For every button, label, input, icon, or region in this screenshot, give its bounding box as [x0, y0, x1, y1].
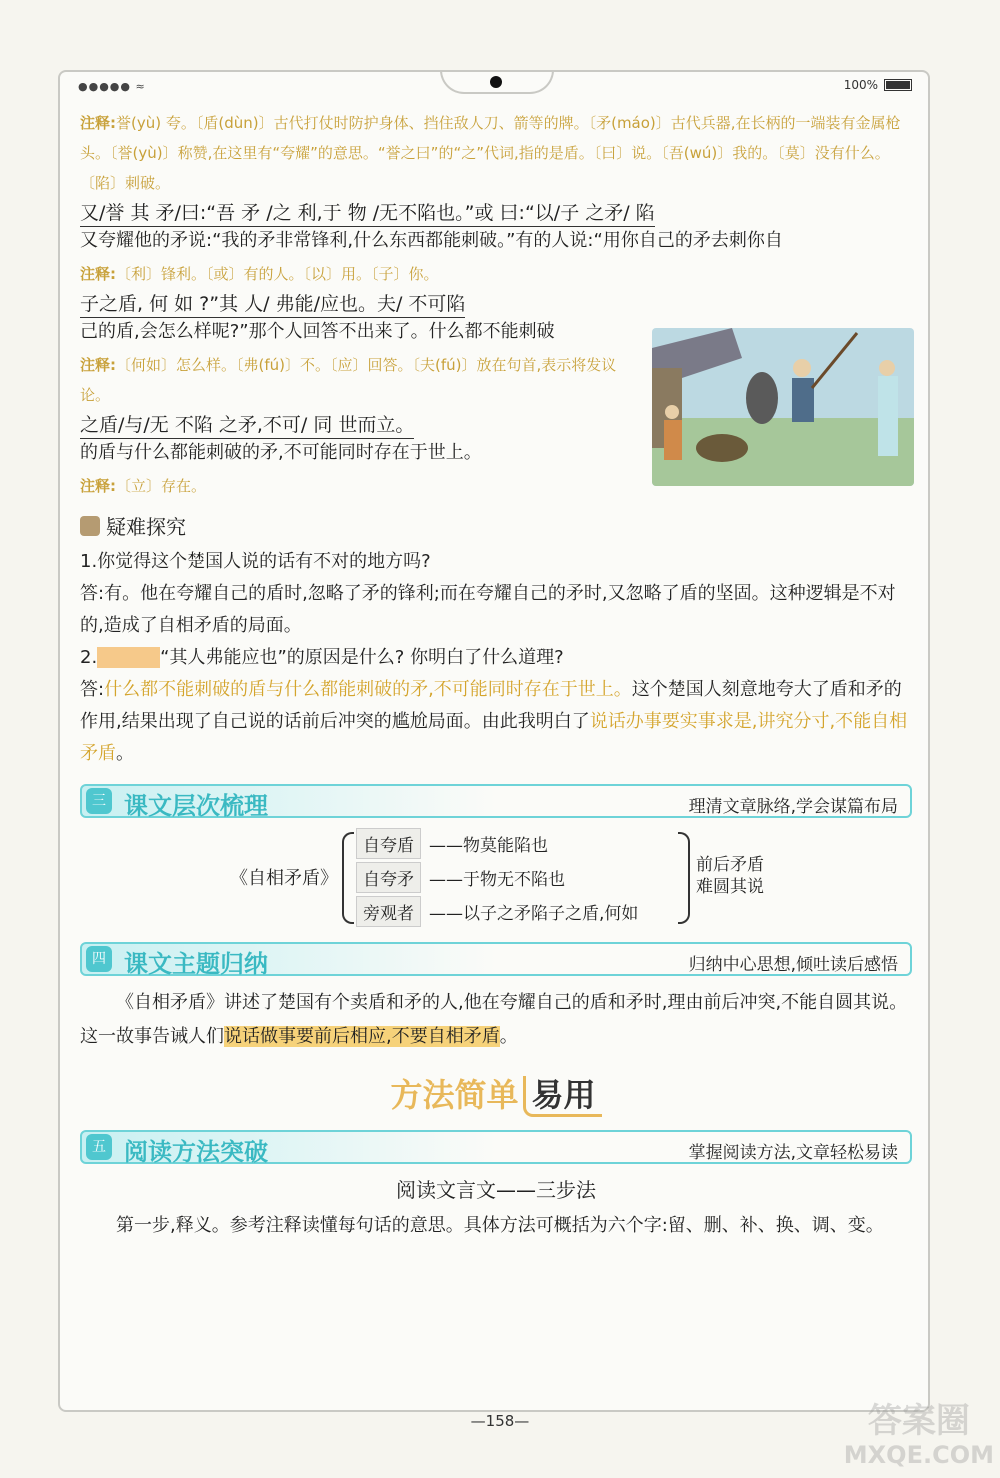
outline-row: 自夸盾 ——物莫能陷也	[356, 828, 548, 859]
section-title: 阅读方法突破	[124, 1138, 268, 1166]
left-column	[80, 289, 630, 501]
note-4: 注释:〔立〕存在。	[80, 477, 207, 495]
outline-title: 《自相矛盾》	[230, 868, 338, 889]
method-heading: 方法简单 易用	[80, 1070, 912, 1116]
tablet-frame	[58, 70, 930, 1412]
status-bar	[60, 72, 928, 102]
section-subtitle: 掌握阅读方法,文章轻松易读	[688, 1143, 898, 1163]
left-brace	[342, 832, 354, 924]
section-banner-theme	[80, 938, 912, 978]
page-content	[80, 108, 912, 1243]
section-subtitle: 理清文章脉络,学会谋篇布局	[688, 797, 898, 817]
original-line-3: 之盾/与/无 不陷 之矛,不可/ 同 世而立。	[80, 412, 414, 439]
note-1: 注释:誉(yù) 夸。〔盾(dùn)〕古代打仗时防护身体、挡住敌人刀、箭等的牌。〔矛(máo)〕古代兵器,在长柄的一端装有金属枪头。〔誉(yù)〕称赞,在这里有“夸耀”的意思。“誉之曰”的“之”代词,指的是盾。〔曰〕说。〔吾(wú)〕我的。〔莫〕没有什么。〔陷〕刺破。	[80, 114, 901, 192]
watermark: 答案圈 MXQE.COM	[843, 1401, 994, 1469]
outline-row: 旁观者 ——以子之矛陷子之盾,何如	[356, 896, 638, 927]
theme-paragraph: 《自相矛盾》讲述了楚国有个卖盾和矛的人,他在夸耀自己的盾和矛时,理由前后冲突,不能自圆其说。这一故事告诫人们说话做事要前后相应,不要自相矛盾。	[80, 992, 908, 1047]
translation-line-3: 的盾与什么都能刺破的矛,不可能同时存在于世上。	[80, 442, 482, 463]
structure-outline	[80, 828, 912, 928]
section-number: 三	[86, 788, 112, 814]
section-title: 课文层次梳理	[124, 792, 268, 820]
highlight-blank	[97, 647, 160, 668]
section-icon	[80, 516, 100, 536]
translation-line-1: 又夸耀他的矛说:“我的矛非常锋利,什么东西都能刺破。”有的人说:“用你自己的矛去刺你自	[80, 230, 783, 251]
battery-status	[844, 78, 912, 92]
translation-line-2: 己的盾,会怎么样呢?”那个人回答不出来了。什么都不能刺破	[80, 321, 555, 342]
outline-row: 自夸矛 ——于物无不陷也	[356, 862, 565, 893]
question-1: 1.你觉得这个楚国人说的话有不对的地方吗?	[80, 551, 431, 572]
section-banner-reading	[80, 1126, 912, 1166]
note-2: 注释:〔利〕锋利。〔或〕有的人。〔以〕用。〔子〕你。	[80, 265, 439, 283]
section-number: 五	[86, 1134, 112, 1160]
battery-icon	[884, 79, 912, 91]
answer-1: 答:有。他在夸耀自己的盾时,忽略了矛的锋利;而在夸耀自己的矛时,又忽略了盾的坚固。这种逻辑是不对的,造成了自相矛盾的局面。	[80, 583, 896, 636]
answer-2: 答:什么都不能刺破的盾与什么都能刺破的矛,不可能同时存在于世上。这个楚国人刻意地夸大了盾和矛的作用,结果出现了自己说的话前后冲突的尴尬局面。由此我明白了说话办事要实事求是,讲究分寸,不能自相矛盾。	[80, 679, 908, 764]
reading-title: 阅读文言文——三步法	[396, 1178, 596, 1202]
original-line-2: 子之盾, 何 如 ?”其 人/ 弗能/应也。夫/ 不可陷	[80, 291, 465, 318]
reading-paragraph: 第一步,释义。参考注释读懂每句话的意思。具体方法可概括为六个字:留、删、补、换、调、变。	[116, 1215, 884, 1236]
outline-result: 前后矛盾 难圆其说	[696, 855, 764, 897]
page-number: —158—	[470, 1412, 530, 1430]
note-3: 注释:〔何如〕怎么样。〔弗(fú)〕不。〔应〕回答。〔夫(fú)〕放在句首,表示将发议论。	[80, 356, 617, 404]
section-title: 课文主题归纳	[124, 950, 268, 978]
section-subtitle: 归纳中心思想,倾吐读后感悟	[688, 955, 898, 975]
original-line-1: 又/誉 其 矛/曰:“吾 矛 /之 利,于 物 /无不陷也。”或 曰:“以/子 之矛/ 陷	[80, 200, 655, 227]
camera-icon	[490, 76, 502, 88]
right-brace	[678, 832, 690, 924]
question-2: 2. “其人弗能应也”的原因是什么? 你明白了什么道理?	[80, 647, 564, 668]
section-banner-structure	[80, 780, 912, 820]
battery-percent: 100%	[843, 78, 878, 92]
explore-heading: 疑难探究	[80, 511, 912, 540]
section-number: 四	[86, 946, 112, 972]
signal-icon: ●●●●● ≈	[78, 80, 146, 93]
story-illustration	[652, 328, 914, 486]
